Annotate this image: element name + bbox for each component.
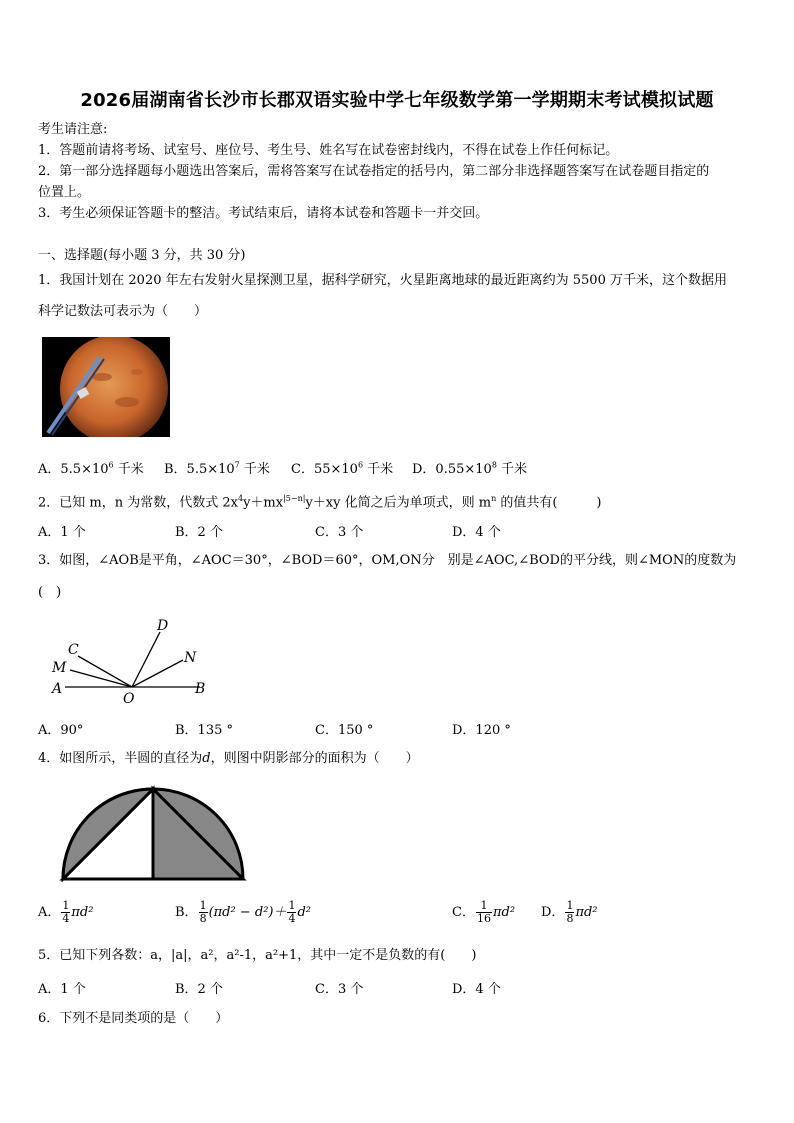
q2-option-a[interactable]: A．1 个 [38, 525, 86, 540]
angle-figure [40, 612, 220, 708]
q2-stem: 2．已知 m，n 为常数，代数式 $2x^4y+mx^{|5-n|}y+xy$ 化简之后为单项式，则 $m^n$ 的值共有( ) [38, 494, 602, 511]
q2-option-b[interactable]: B．2 个 [175, 525, 223, 540]
label-c: C [68, 642, 79, 658]
label-b: B [195, 681, 206, 697]
q3-option-c[interactable]: C．150 ° [315, 723, 374, 738]
label-n: N [184, 650, 197, 666]
q1-line2: 科学记数法可表示为（ ） [38, 304, 208, 319]
q1-option-a[interactable]: A．$5.5\times 10^6$ 千米 [38, 460, 144, 477]
notice-item-1: 1．答题前请将考场、试室号、座位号、考生号、姓名写在试卷密封线内，不得在试卷上作任何标记。 [38, 143, 619, 158]
label-a: A [52, 681, 63, 697]
mars-image [42, 337, 170, 437]
semicircle-figure [58, 782, 248, 882]
q1-option-d[interactable]: D．$0.55\times 10^8$ 千米 [412, 460, 528, 477]
q5-option-c[interactable]: C．3 个 [315, 982, 364, 997]
q5-option-b[interactable]: B．2 个 [175, 982, 223, 997]
q6-stem: 6．下列不是同类项的是（ ） [38, 1011, 229, 1026]
q5-stem: 5．已知下列各数：a，|a|，a²，a²-1，a²+1，其中一定不是负数的有( ) [38, 948, 477, 963]
q4-option-b[interactable]: B． $\frac{1}{8}$ (πd² − d²)＋ $\frac{1}{4}$ d² [175, 899, 312, 925]
label-m: M [52, 660, 67, 676]
notice-item-2-cont: 位置上。 [38, 185, 91, 200]
q5-option-a[interactable]: A．1 个 [38, 982, 86, 997]
q4-option-d[interactable]: D． $\frac{1}{8}$ πd² [541, 899, 598, 925]
q4-option-c[interactable]: C． $\frac{1}{16}$ πd² [452, 899, 516, 925]
q3-line2: ( ) [38, 585, 62, 600]
q1-line1: 1．我国计划在 2020 年左右发射火星探测卫星，据科学研究，火星距离地球的最近距离约为 5500 万千米，这个数据用 [38, 273, 727, 288]
label-d: D [157, 618, 169, 634]
notice-item-2: 2．第一部分选择题每小题选出答案后，需将答案写在试卷指定的括号内，第二部分非选择题答案写在试卷题目指定的 [38, 164, 710, 179]
section-heading: 一、选择题(每小题 3 分，共 30 分) [38, 248, 246, 263]
q3-line1: 3．如图，∠AOB是平角，∠AOC＝30°，∠BOD＝60°，OM,ON分 别是∠AOC,∠BOD的平分线，则∠MON的度数为 [38, 553, 737, 568]
q2-option-c[interactable]: C．3 个 [315, 525, 364, 540]
q1-option-c[interactable]: C．$55\times 10^6$ 千米 [291, 460, 394, 477]
q5-option-d[interactable]: D．4 个 [452, 982, 501, 997]
page-title: 2026届湖南省长沙市长郡双语实验中学七年级数学第一学期期末考试模拟试题 [80, 90, 714, 111]
q4-option-a[interactable]: A． $\frac{1}{4}$ πd² [38, 899, 94, 925]
notice-heading: 考生请注意: [38, 122, 108, 137]
q2-option-d[interactable]: D．4 个 [452, 525, 501, 540]
q4-stem: 4．如图所示，半圆的直径为d，则图中阴影部分的面积为（ ） [38, 751, 419, 766]
q3-option-a[interactable]: A．90° [38, 723, 84, 738]
q1-option-b[interactable]: B．$5.5\times 10^7$ 千米 [164, 460, 270, 477]
q3-option-b[interactable]: B．135 ° [175, 723, 233, 738]
q3-option-d[interactable]: D．120 ° [452, 723, 511, 738]
label-o: O [123, 691, 135, 707]
notice-item-3: 3．考生必须保证答题卡的整洁。考试结束后，请将本试卷和答题卡一并交回。 [38, 206, 489, 221]
